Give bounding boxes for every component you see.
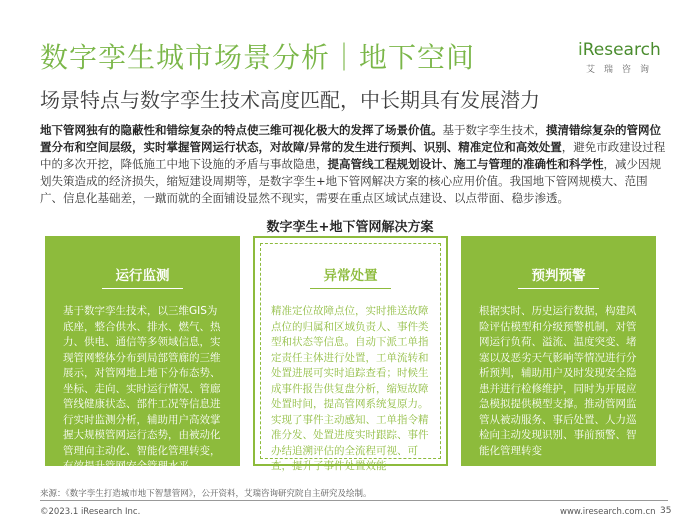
diagram-title: 数字孪生+地下管网解决方案 (266, 220, 434, 235)
card-body: 精准定位故障点位，实时推送故障点位的归属和区域负责人、事件类型和状态等信息。自动下派工单指定责任主体进行处置，工单流转和处置进展可实时追踪查看；时候生成事件报告供复盘分析，缩短故障处置时间，提高管网系统复原力。实现了事件主动感知、工单指令精准分发、处置进度实时跟踪、事件办结追溯评估的全流程可视、可查，提升了事件处置效能 (271, 305, 429, 472)
page-subtitle: 场景特点与数字孪生技术高度匹配，中长期具有发展潜力 (40, 88, 540, 112)
source-note: 来源：《数字孪生打造城市地下智慧管网》，公开资料，艾瑞咨询研究院自主研究及绘制。 (40, 489, 372, 499)
website-link: www.iresearch.com.cn (560, 507, 656, 517)
card-anomaly-handling (253, 236, 448, 472)
card-heading: 运行监测 (115, 268, 170, 284)
page-title: 数字孪生城市场景分析｜地下空间 (40, 41, 476, 74)
card-divider (518, 288, 599, 289)
intro-text-3: ，减少因规划失策造成的经济损失，缩短建设周期等，是数字孪生+地下管网解决方案的核心应用价值。我国地下管网规模大、范围广、信息化基础差，一蹴而就的全面铺设显然不现实，需要在重点区域试点建设、以点带面、稳步渗透。 (40, 157, 661, 205)
intro-bold-2: 摸清错综复杂的管网位置分布和空间层级，实时掌握管网运行状态，对故障/异常的发生进行预判、识别、精准定位和高效处置 (40, 123, 661, 154)
intro-text-2: ，避免市政建设过程中的多次开挖，降低施工中地下设施的矛盾与事故隐患， (40, 140, 666, 171)
iresearch-logo (578, 40, 668, 80)
intro-bold-1: 地下管网独有的隐蔽性和错综复杂的特点使三维可视化极大的发挥了场景价值。 (40, 123, 443, 137)
logo-prefix: i (578, 40, 583, 60)
card-divider (310, 288, 391, 289)
intro-bold-3: 提高管线工程规划设计、施工与管理的准确性和科学性 (327, 157, 604, 171)
card-heading: 预判预警 (531, 268, 586, 284)
logo-subtitle: 艾瑞咨询 (586, 65, 659, 75)
intro-paragraph (40, 122, 668, 207)
footer-divider (40, 500, 668, 501)
logo-main-text: Research (582, 40, 661, 60)
card-prediction-warning (461, 236, 656, 466)
card-heading: 异常处置 (323, 268, 378, 284)
logo-wordmark (578, 40, 668, 60)
card-body: 基于数字孪生技术，以三维GIS为底座，整合供水、排水、燃气、热力、供电、通信等多领域信息，实现管网整体分布到局部管廊的三维展示，对管网地上地下分布态势、坐标、走向、实时运行情况、管廊管线健康状态、部件工况等信息进行实时监测分析，辅助用户高效掌握大规模管网运行态势，由被动化管理向主动化、智能化管理转变，有效提升管网安全管理水平 (63, 305, 221, 472)
page-number: 35 (660, 506, 672, 516)
card-divider (102, 288, 183, 289)
intro-text-1: 基于数字孪生技术， (442, 123, 546, 137)
card-operation-monitoring (45, 236, 240, 472)
copyright: ©2023.1 iResearch Inc. (40, 507, 141, 517)
card-body: 根据实时、历史运行数据，构建风险评估模型和分级预警机制，对管网运行负荷、溢流、温度突变、堵塞以及恶劣天气影响等情况进行分析预判，辅助用户及时发现安全隐患并进行检修维护，同时为开展应急模拟提供模型支撑。推动管网监管从被动服务、事后处置、人力巡检向主动发现识别、事前预警、智能化管理转变 (479, 305, 637, 457)
